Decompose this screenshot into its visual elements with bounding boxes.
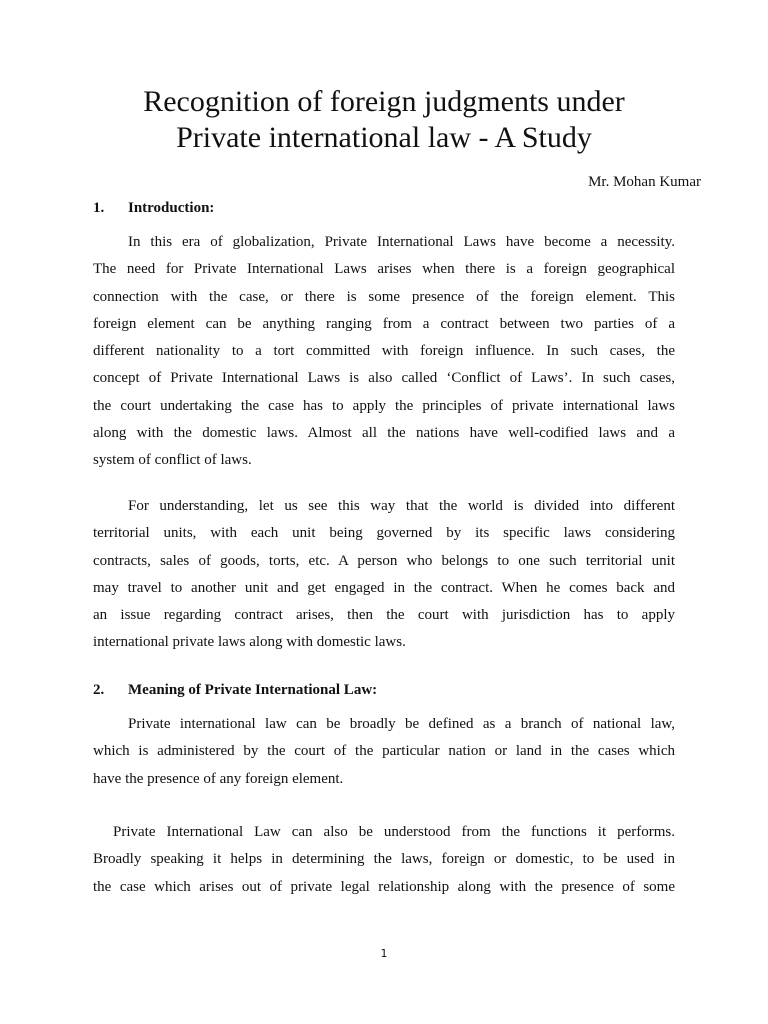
text-line: concept of Private International Laws is also called ‘Conflict of Laws’. In such cases, xyxy=(93,370,675,387)
section-heading-introduction xyxy=(93,198,214,218)
text-line: The need for Private International Laws arises when there is a foreign geographical xyxy=(93,261,675,278)
text-line: different nationality to a tort committed with foreign influence. In such cases, the xyxy=(93,343,675,360)
text-line: international private laws along with domestic laws. xyxy=(93,634,406,651)
text-line: Private International Law can also be understood from the functions it performs. xyxy=(113,824,675,840)
section-title: Introduction: xyxy=(128,200,215,216)
paragraph-intro-2 xyxy=(93,493,675,657)
text-line: the court undertaking the case has to apply the principles of private international laws xyxy=(93,397,675,414)
text-line: connection with the case, or there is some presence of the foreign element. This xyxy=(93,288,675,305)
document-title xyxy=(0,84,768,156)
page-number: 1 xyxy=(380,947,388,960)
text-line: Private international law can be broadly be defined as a branch of national law, xyxy=(128,716,675,732)
title-line-2: Private international law - A Study xyxy=(176,121,592,154)
text-line: system of conflict of laws. xyxy=(93,452,252,469)
text-line: an issue regarding contract arises, then the court with jurisdiction has to apply xyxy=(93,607,675,624)
title-line-1: Recognition of foreign judgments under xyxy=(143,85,625,118)
text-line: contracts, sales of goods, torts, etc. A person who belongs to one such territorial unit xyxy=(93,552,675,569)
paragraph-meaning-2 xyxy=(93,819,675,901)
section-title: Meaning of Private International Law: xyxy=(128,682,378,698)
text-line: territorial units, with each unit being governed by its specific laws considering xyxy=(93,525,675,542)
section-heading-meaning xyxy=(93,680,377,700)
paragraph-meaning-1 xyxy=(93,711,675,793)
section-number: 1. xyxy=(93,200,105,216)
text-line: the case which arises out of private legal relationship along with the presence of some xyxy=(93,878,675,895)
text-line: have the presence of any foreign element. xyxy=(93,770,344,787)
text-line: along with the domestic laws. Almost all the nations have well-codified laws and a xyxy=(93,425,675,442)
text-line: In this era of globalization, Private International Laws have become a necessity. xyxy=(128,234,675,250)
text-line: Broadly speaking it helps in determining the laws, foreign or domestic, to be used in xyxy=(93,851,675,868)
section-number: 2. xyxy=(93,682,105,698)
text-line: foreign element can be anything ranging from a contract between two parties of a xyxy=(93,315,675,332)
text-line: which is administered by the court of the particular nation or land in the cases which xyxy=(93,743,675,760)
paragraph-intro-1 xyxy=(93,229,675,475)
author-name: Mr. Mohan Kumar xyxy=(588,174,701,190)
text-line: For understanding, let us see this way that the world is divided into different xyxy=(128,498,675,514)
text-line: may travel to another unit and get engaged in the contract. When he comes back and xyxy=(93,579,675,596)
